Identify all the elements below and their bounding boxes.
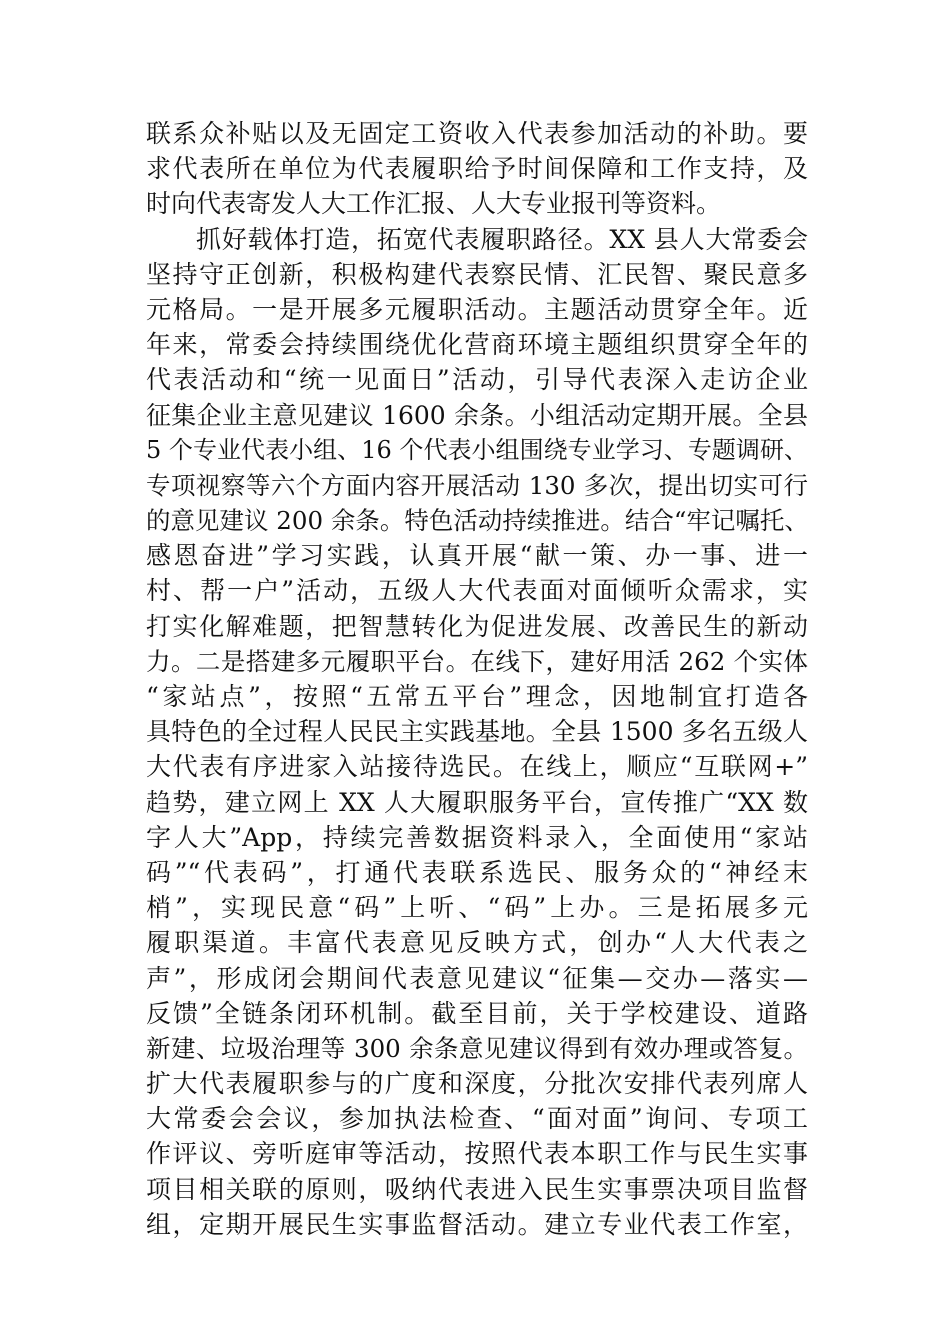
text-line: 抓好载体打造，拓宽代表履职路径。XX 县人大常委会	[196, 224, 808, 254]
text-line: 趋势，建立网上 XX 人大履职服务平台，宣传推广“XX 数	[146, 787, 808, 817]
text-line: 代表活动和“统一见面日”活动，引导代表深入走访企业	[146, 365, 808, 395]
text-line: 村、帮一户”活动，五级人大代表面对面倾听众需求，实	[146, 576, 808, 606]
text-line: 的意见建议 200 余条。特色活动持续推进。结合“牢记嘱托、	[146, 506, 809, 536]
text-line: 大代表有序进家入站接待选民。在线上，顺应“互联网+”	[146, 752, 808, 782]
text-line: 打实化解难题，把智慧转化为促进发展、改善民生的新动	[146, 611, 808, 641]
text-line: 履职渠道。丰富代表意见反映方式，创办“人大代表之	[146, 928, 808, 958]
text-line: 感恩奋进”学习实践，认真开展“献一策、办一事、进一	[146, 541, 808, 571]
text-line: 坚持守正创新，积极构建代表察民情、汇民智、聚民意多	[146, 259, 808, 289]
text-line: 元格局。一是开展多元履职活动。主题活动贯穿全年。近	[146, 294, 808, 324]
text-line: 作评议、旁听庭审等活动，按照代表本职工作与民生实事	[146, 1139, 808, 1169]
text-line: 专项视察等六个方面内容开展活动 130 多次，提出切实可行	[146, 470, 808, 500]
text-line: 5 个专业代表小组、16 个代表小组围绕专业学习、专题调研、	[146, 435, 808, 464]
text-line: 具特色的全过程人民民主实践基地。全县 1500 多名五级人	[146, 717, 808, 747]
text-line: 梢”，实现民意“码”上听、“码”上办。三是拓展多元	[146, 893, 808, 923]
text-line: 声”，形成闭会期间代表意见建议“征集—交办—落实—	[146, 963, 808, 993]
body-text	[146, 116, 808, 1242]
text-line: 码”“代表码”，打通代表联系选民、服务众的“神经末	[146, 857, 808, 887]
text-line: 反馈”全链条闭环机制。截至目前，关于学校建设、道路	[146, 998, 808, 1028]
text-line: 求代表所在单位为代表履职给予时间保障和工作支持，及	[146, 154, 808, 184]
text-line: 组，定期开展民生实事监督活动。建立专业代表工作室，	[146, 1209, 808, 1239]
text-line: 大常委会会议，参加执法检查、“面对面”询问、专项工	[146, 1104, 808, 1134]
text-line: 项目相关联的原则，吸纳代表进入民生实事票决项目监督	[146, 1174, 808, 1204]
text-line: 征集企业主意见建议 1600 余条。小组活动定期开展。全县	[146, 400, 808, 430]
text-line: 新建、垃圾治理等 300 余条意见建议得到有效办理或答复。	[146, 1033, 808, 1063]
text-line: 时向代表寄发人大工作汇报、人大专业报刊等资料。	[146, 189, 722, 219]
text-line: 年来，常委会持续围绕优化营商环境主题组织贯穿全年的	[146, 330, 808, 360]
text-line: 字人大”App，持续完善数据资料录入，全面使用“家站	[146, 822, 808, 852]
text-line: 联系众补贴以及无固定工资收入代表参加活动的补助。要	[146, 119, 808, 148]
text-line: 扩大代表履职参与的广度和深度，分批次安排代表列席人	[146, 1069, 808, 1099]
text-line: “家站点”，按照“五常五平台”理念，因地制宜打造各	[146, 682, 808, 711]
text-line: 力。二是搭建多元履职平台。在线下，建好用活 262 个实体	[146, 646, 808, 676]
